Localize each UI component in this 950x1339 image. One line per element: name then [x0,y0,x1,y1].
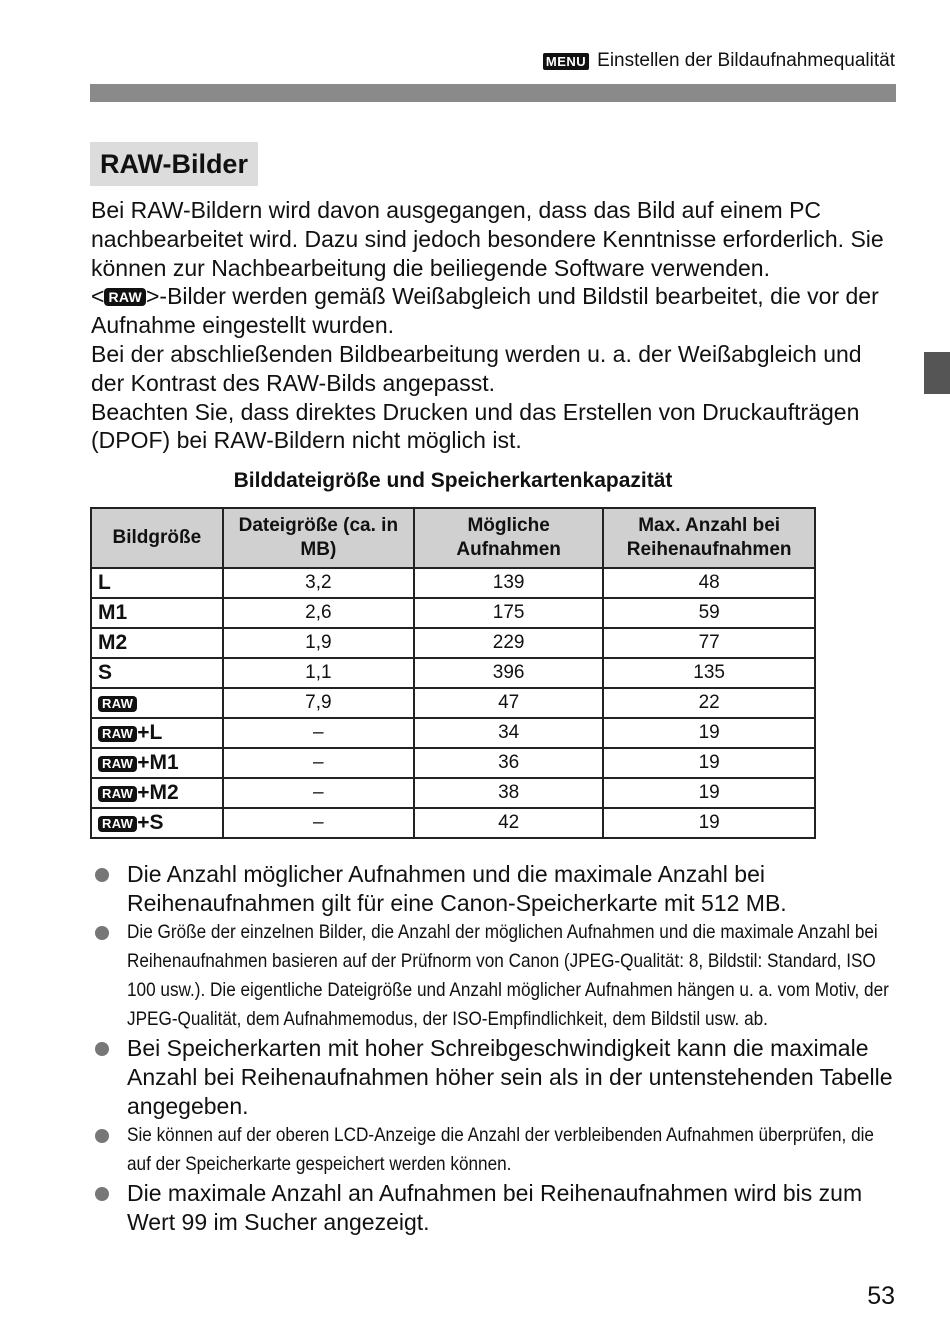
table-header-row [91,508,815,568]
table-row [91,748,815,778]
running-header [543,50,895,72]
table-row [91,808,815,838]
image-size-cell [91,718,223,748]
shots-cell: 175 [414,598,603,628]
file-cell: 7,9 [223,688,414,718]
note-item [95,918,900,1034]
image-size-label: +M2 [137,781,179,804]
bullet-icon [95,1187,109,1201]
file-cell: – [223,748,414,778]
image-size-cell [91,748,223,778]
table-row [91,568,815,598]
image-size-cell [91,808,223,838]
image-size-label: M1 [98,601,128,624]
shots-cell: 38 [414,778,603,808]
image-size-label: +M1 [137,751,179,774]
burst-cell: 77 [603,628,815,658]
table-row [91,658,815,688]
shots-cell: 229 [414,628,603,658]
file-cell: – [223,718,414,748]
image-size-cell [91,658,223,688]
column-header: Bildgröße [91,508,223,568]
column-header: Dateigröße (ca. in MB) [223,508,414,568]
table-row [91,628,815,658]
note-text: Bei Speicherkarten mit hoher Schreibgeschwindigkeit kann die maximale Anzahl bei Reihenaufnahmen höher sein als in der untenstehenden Tabelle angegeben. [127,1035,893,1119]
burst-cell: 19 [603,748,815,778]
paragraph-intro: Bei RAW-Bildern wird davon ausgegangen, dass das Bild auf einem PC nachbearbeitet wird. Dazu sind jedoch besondere Kenntnisse erforderlich. Sie können zur Nachbearbeitung die beiliegende Software verwenden. [91,197,884,281]
burst-cell: 48 [603,568,815,598]
paragraph-adjustment: Bei der abschließenden Bildbearbeitung werden u. a. der Weißabgleich und der Kontrast des RAW-Bilds angepasst. [91,340,862,396]
bullet-icon [95,926,109,940]
file-cell: – [223,808,414,838]
image-size-label: +S [137,811,164,834]
section-title: RAW-Bilder [90,142,258,186]
raw-icon: RAW [98,786,137,802]
header-divider-bar [90,84,896,102]
raw-icon: RAW [98,756,137,772]
burst-cell: 59 [603,598,815,628]
table-row [91,688,815,718]
note-item [95,860,900,918]
header-title: Einstellen der Bildaufnahmequalität [597,50,895,71]
raw-icon: RAW [98,726,137,742]
menu-icon: MENU [543,53,589,70]
note-item [95,1034,900,1121]
shots-cell: 42 [414,808,603,838]
shots-cell: 34 [414,718,603,748]
notes-list [95,860,900,1237]
image-size-label: M2 [98,631,128,654]
chapter-tab-marker [924,352,950,394]
image-size-cell [91,778,223,808]
burst-cell: 22 [603,688,815,718]
note-text: Die maximale Anzahl an Aufnahmen bei Reihenaufnahmen wird bis zum Wert 99 im Sucher angezeigt. [127,1180,863,1235]
bullet-icon [95,868,109,882]
image-size-cell [91,568,223,598]
body-text [91,196,901,455]
paragraph-raw-processing: < RAW >-Bilder werden gemäß Weißabgleich und Bildstil bearbeitet, die vor der Aufnahme eingestellt wurden. [91,283,879,339]
bullet-icon [95,1042,109,1056]
image-size-cell [91,688,223,718]
table-row [91,598,815,628]
note-item [95,1121,900,1179]
raw-icon: RAW [104,288,146,306]
raw-icon: RAW [98,696,137,712]
image-size-label: +L [137,721,163,744]
column-header: Max. Anzahl bei Reihenaufnahmen [603,508,815,568]
column-header: Mögliche Aufnahmen [414,508,603,568]
file-cell: 3,2 [223,568,414,598]
shots-cell: 36 [414,748,603,778]
burst-cell: 19 [603,778,815,808]
burst-cell: 19 [603,808,815,838]
shots-cell: 396 [414,658,603,688]
burst-cell: 19 [603,718,815,748]
table-row [91,778,815,808]
note-text: Die Anzahl möglicher Aufnahmen und die maximale Anzahl bei Reihenaufnahmen gilt für eine Canon-Speicherkarte mit 512 MB. [127,861,787,916]
burst-cell: 135 [603,658,815,688]
file-cell: 2,6 [223,598,414,628]
paragraph-dpof: Beachten Sie, dass direktes Drucken und das Erstellen von Druckaufträgen (DPOF) bei RAW-Bildern nicht möglich ist. [91,398,860,454]
image-size-cell [91,598,223,628]
bullet-icon [95,1129,109,1143]
note-item [95,1179,900,1237]
file-cell: 1,1 [223,658,414,688]
file-cell: – [223,778,414,808]
file-cell: 1,9 [223,628,414,658]
shots-cell: 139 [414,568,603,598]
image-size-cell [91,628,223,658]
note-text: Sie können auf der oberen LCD-Anzeige die Anzahl der verbleibenden Aufnahmen überprüfen, die auf der Speicherkarte gespeichert werden können. [127,1124,874,1175]
capacity-table [90,507,816,839]
shots-cell: 47 [414,688,603,718]
image-size-label: S [98,661,113,684]
table-title: Bilddateigröße und Speicherkartenkapazität [233,469,673,492]
table-row [91,718,815,748]
image-size-label: L [98,571,111,594]
raw-icon: RAW [98,816,137,832]
page-number: 53 [867,1282,895,1310]
note-text: Die Größe der einzelnen Bilder, die Anzahl der möglichen Aufnahmen und die maximale Anzahl bei Reihenaufnahmen basieren auf der Prüfnorm von Canon (JPEG-Qualität: 8, Bildstil: Standard, ISO 100 usw.). Die eigentliche Dateigröße und Anzahl möglicher Aufnahmen hängen u. a. vom Motiv, der JPEG-Qualität, dem Aufnahmemodus, der ISO-Empfindlichkeit, dem Bildstil usw. ab. [127,921,889,1030]
